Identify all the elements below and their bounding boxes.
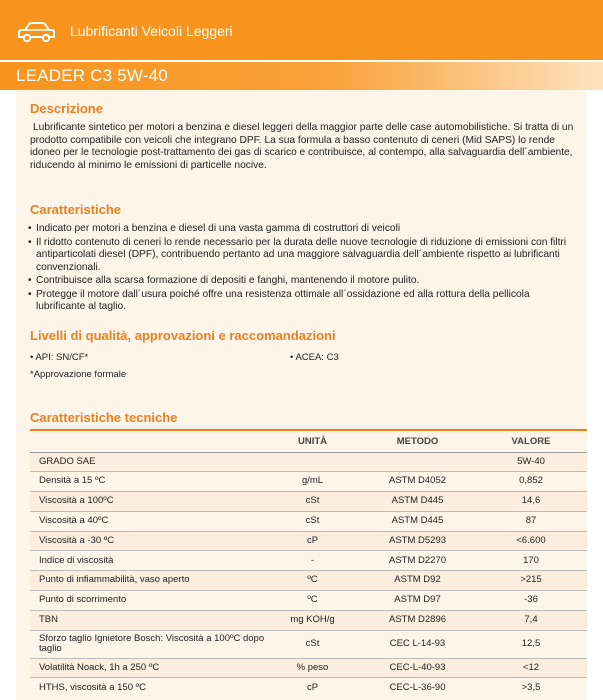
value: 7,4 (475, 610, 587, 630)
value: 12,5 (475, 630, 587, 658)
table-row (30, 678, 587, 698)
column-header: METODO (396, 435, 439, 447)
method: ASTM D445 (360, 511, 475, 531)
property-name: Densità a 15 ºC (30, 472, 265, 492)
column-header: UNITÀ (297, 435, 328, 447)
method: ASTM D97 (360, 591, 475, 611)
property-name: Punto di infiammabilità, vaso aperto (30, 571, 265, 591)
unit: cP (265, 678, 360, 698)
property-name: GRADO SAE (30, 452, 265, 472)
column-header (30, 431, 265, 452)
value: 14,6 (475, 492, 587, 512)
unit: - (265, 551, 360, 571)
section-title-descrizione: Descrizione (30, 101, 103, 116)
product-bar (0, 62, 603, 90)
section-title-caratteristiche: Caratteristiche (30, 202, 122, 217)
description-text: Lubrificante sintetico per motori a benzina e diesel leggeri della maggior parte delle case automobilistiche. Si tratta di un prodotto compatibile con veicoli che integrano DPF. La sua formula a basso contenuto di ceneri (Mid SAPS) lo rende idoneo per le tecnologie post-trattamento dei gas di scarico e contribuisce, al contempo, alla salvaguardia dell´ambiente, riducendo al minimo le emissioni di particelle nocive. (30, 122, 574, 171)
table-row (30, 658, 587, 678)
table-row (30, 452, 587, 472)
property-name: Viscosità a -30 ºC (30, 531, 265, 551)
method: ASTM D4052 (360, 472, 475, 492)
value: >215 (475, 571, 587, 591)
car-icon (16, 20, 56, 44)
features-list (30, 223, 575, 315)
list-item: • Indicato per motori a benzina e diesel di una vasta gamma di costruttori di veicoli (30, 223, 575, 236)
value: 170 (475, 551, 587, 571)
table-row (30, 492, 587, 512)
table-row (30, 630, 587, 658)
property-name: Viscosità a 40ºC (30, 511, 265, 531)
top-header-bar (0, 0, 603, 60)
unit (265, 452, 360, 472)
property-name: Viscosità a 100ºC (30, 492, 265, 512)
unit: cSt (265, 492, 360, 512)
unit: g/mL (265, 472, 360, 492)
property-name: Volatilità Noack, 1h a 250 ºC (30, 658, 265, 678)
unit: mg KOH/g (265, 610, 360, 630)
method: ASTM D2270 (360, 551, 475, 571)
unit: ºC (265, 571, 360, 591)
table-row (30, 511, 587, 531)
table-row (30, 551, 587, 571)
value: <12 (475, 658, 587, 678)
table-row (30, 591, 587, 611)
method: ASTM D2896 (360, 610, 475, 630)
acea-rating: • ACEA: C3 (290, 352, 339, 363)
table-header-row (30, 431, 587, 452)
product-title: LEADER C3 5W-40 (16, 66, 168, 85)
list-item: • Contribuisce alla scarsa formazione di depositi e fanghi, mantenendo il motore pulito. (30, 275, 575, 288)
value: <6.600 (475, 531, 587, 551)
unit: % peso (265, 658, 360, 678)
table-row (30, 531, 587, 551)
table-row (30, 610, 587, 630)
method: CEC-L-40-93 (360, 658, 475, 678)
column-header: VALORE (511, 435, 551, 447)
method: ASTM D5293 (360, 531, 475, 551)
property-name: Punto di scorrimento (30, 591, 265, 611)
method: ASTM D92 (360, 571, 475, 591)
list-item: • Il ridotto contenuto di ceneri lo rende necessario per la durata delle nuove tecnologie di riduzione di emissioni con filtri antiparticolati diesel (DPF), contribuendo pertanto ad una maggiore salvaguardia dell´ambiente rispetto ai lubrificanti convenzionali. (30, 237, 575, 275)
approval-note: *Approvazione formale (30, 369, 127, 380)
table-row (30, 571, 587, 591)
method: ASTM D445 (360, 492, 475, 512)
value: 0,852 (475, 472, 587, 492)
unit: cSt (265, 630, 360, 658)
list-item: • Protegge il motore dall´usura poiché offre una resistenza ottimale all´ossidazione ed alla rottura della pellicola lubrificante al taglio. (30, 289, 575, 314)
property-name: Indice di viscosità (30, 551, 265, 571)
category-title: Lubrificanti Veicoli Leggeri (70, 23, 233, 39)
table-row (30, 472, 587, 492)
specs-table (30, 431, 587, 698)
method: CEC-L-36-90 (360, 678, 475, 698)
api-rating: • API: SN/CF* (30, 352, 89, 363)
property-name: Sforzo taglio Ignietore Bosch: Viscosità a 100ºC dopo taglio (30, 630, 265, 658)
section-title-livelli: Livelli di qualità, approvazioni e raccomandazioni (30, 328, 336, 343)
value: 5W-40 (475, 452, 587, 472)
property-name: HTHS, viscosità a 150 ºC (30, 678, 265, 698)
property-name: TBN (30, 610, 265, 630)
value: 87 (475, 511, 587, 531)
method: CEC L-14-93 (360, 630, 475, 658)
value: >3,5 (475, 678, 587, 698)
section-title-tecniche: Caratteristiche tecniche (30, 410, 178, 425)
value: -36 (475, 591, 587, 611)
unit: cSt (265, 511, 360, 531)
method (360, 452, 475, 472)
unit: ºC (265, 591, 360, 611)
unit: cP (265, 531, 360, 551)
